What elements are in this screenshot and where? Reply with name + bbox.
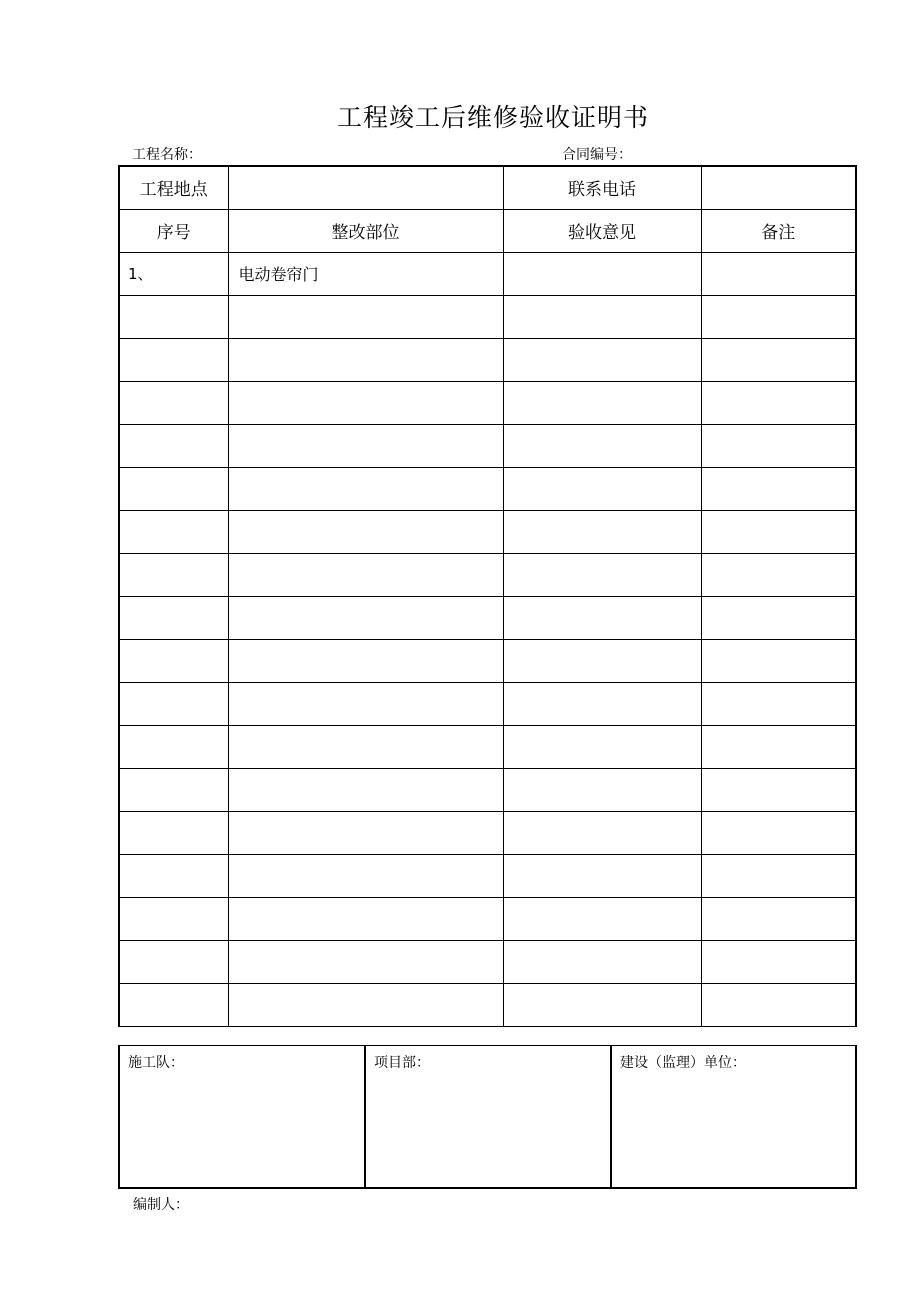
row-opinion-cell[interactable] bbox=[503, 811, 701, 854]
row-note-cell[interactable] bbox=[701, 725, 856, 768]
row-part-cell[interactable] bbox=[228, 725, 503, 768]
table-row bbox=[119, 768, 856, 811]
table-row bbox=[119, 940, 856, 983]
row-number-cell[interactable] bbox=[119, 596, 228, 639]
row-opinion-cell[interactable] bbox=[503, 682, 701, 725]
row-note-cell[interactable] bbox=[701, 854, 856, 897]
header-no: 序号 bbox=[119, 209, 228, 252]
table-row bbox=[119, 295, 856, 338]
table-row bbox=[119, 510, 856, 553]
header-note: 备注 bbox=[701, 209, 856, 252]
table-row bbox=[119, 682, 856, 725]
row-note-cell[interactable] bbox=[701, 682, 856, 725]
row-part-cell[interactable] bbox=[228, 295, 503, 338]
owner-supervisor-sign[interactable]: 建设（监理）单位： bbox=[611, 1046, 856, 1189]
row-part-cell[interactable] bbox=[228, 897, 503, 940]
row-part-cell[interactable]: 电动卷帘门 bbox=[228, 252, 503, 295]
row-opinion-cell[interactable] bbox=[503, 854, 701, 897]
row-note-cell[interactable] bbox=[701, 596, 856, 639]
row-note-cell[interactable] bbox=[701, 338, 856, 381]
row-opinion-cell[interactable] bbox=[503, 897, 701, 940]
row-note-cell[interactable] bbox=[701, 811, 856, 854]
row-number-cell[interactable] bbox=[119, 854, 228, 897]
row-part-cell[interactable] bbox=[228, 553, 503, 596]
row-note-cell[interactable] bbox=[701, 252, 856, 295]
project-dept-sign[interactable]: 项目部： bbox=[365, 1046, 611, 1189]
location-field[interactable] bbox=[228, 166, 503, 209]
row-note-cell[interactable] bbox=[701, 768, 856, 811]
row-number-cell[interactable] bbox=[119, 639, 228, 682]
row-opinion-cell[interactable] bbox=[503, 295, 701, 338]
table-row bbox=[119, 252, 856, 295]
construction-team-sign[interactable]: 施工队： bbox=[119, 1046, 365, 1189]
row-opinion-cell[interactable] bbox=[503, 940, 701, 983]
row-opinion-cell[interactable] bbox=[503, 725, 701, 768]
table-row bbox=[119, 983, 856, 1026]
table-row bbox=[119, 596, 856, 639]
table-row bbox=[119, 639, 856, 682]
row-number-cell[interactable]: 1、 bbox=[119, 252, 228, 295]
row-opinion-cell[interactable] bbox=[503, 768, 701, 811]
table-row bbox=[119, 725, 856, 768]
compiler-label: 编制人： bbox=[133, 1197, 189, 1213]
row-part-cell[interactable] bbox=[228, 381, 503, 424]
row-number-cell[interactable] bbox=[119, 553, 228, 596]
row-note-cell[interactable] bbox=[701, 553, 856, 596]
row-part-cell[interactable] bbox=[228, 467, 503, 510]
row-number-cell[interactable] bbox=[119, 510, 228, 553]
row-opinion-cell[interactable] bbox=[503, 596, 701, 639]
table-row bbox=[119, 338, 856, 381]
phone-field[interactable] bbox=[701, 166, 856, 209]
row-number-cell[interactable] bbox=[119, 424, 228, 467]
row-number-cell[interactable] bbox=[119, 295, 228, 338]
row-part-cell[interactable] bbox=[228, 854, 503, 897]
row-number-cell[interactable] bbox=[119, 682, 228, 725]
row-number-cell[interactable] bbox=[119, 768, 228, 811]
row-note-cell[interactable] bbox=[701, 639, 856, 682]
row-opinion-cell[interactable] bbox=[503, 381, 701, 424]
table-row bbox=[119, 381, 856, 424]
row-opinion-cell[interactable] bbox=[503, 639, 701, 682]
table-row bbox=[119, 467, 856, 510]
contract-number-label: 合同编号： bbox=[562, 147, 632, 163]
row-part-cell[interactable] bbox=[228, 682, 503, 725]
row-part-cell[interactable] bbox=[228, 424, 503, 467]
acceptance-table bbox=[118, 165, 857, 1027]
row-part-cell[interactable] bbox=[228, 983, 503, 1026]
row-part-cell[interactable] bbox=[228, 940, 503, 983]
row-part-cell[interactable] bbox=[228, 510, 503, 553]
table-row bbox=[119, 424, 856, 467]
table-row bbox=[119, 811, 856, 854]
row-note-cell[interactable] bbox=[701, 381, 856, 424]
row-opinion-cell[interactable] bbox=[503, 467, 701, 510]
location-label: 工程地点 bbox=[119, 166, 228, 209]
row-note-cell[interactable] bbox=[701, 940, 856, 983]
row-note-cell[interactable] bbox=[701, 510, 856, 553]
row-opinion-cell[interactable] bbox=[503, 983, 701, 1026]
row-opinion-cell[interactable] bbox=[503, 338, 701, 381]
row-part-cell[interactable] bbox=[228, 596, 503, 639]
row-note-cell[interactable] bbox=[701, 467, 856, 510]
row-part-cell[interactable] bbox=[228, 639, 503, 682]
row-number-cell[interactable] bbox=[119, 381, 228, 424]
row-number-cell[interactable] bbox=[119, 983, 228, 1026]
row-note-cell[interactable] bbox=[701, 897, 856, 940]
header-opinion: 验收意见 bbox=[503, 209, 701, 252]
row-number-cell[interactable] bbox=[119, 338, 228, 381]
project-name-label: 工程名称： bbox=[132, 147, 202, 163]
header-row bbox=[119, 209, 856, 252]
row-note-cell[interactable] bbox=[701, 424, 856, 467]
table-row bbox=[119, 553, 856, 596]
location-row bbox=[119, 166, 856, 209]
row-number-cell[interactable] bbox=[119, 897, 228, 940]
row-number-cell[interactable] bbox=[119, 467, 228, 510]
row-opinion-cell[interactable] bbox=[503, 510, 701, 553]
row-number-cell[interactable] bbox=[119, 940, 228, 983]
row-note-cell[interactable] bbox=[701, 295, 856, 338]
row-opinion-cell[interactable] bbox=[503, 424, 701, 467]
phone-label: 联系电话 bbox=[503, 166, 701, 209]
row-note-cell[interactable] bbox=[701, 983, 856, 1026]
row-part-cell[interactable] bbox=[228, 338, 503, 381]
row-number-cell[interactable] bbox=[119, 725, 228, 768]
signature-table bbox=[118, 1045, 857, 1189]
table-row bbox=[119, 897, 856, 940]
header-part: 整改部位 bbox=[228, 209, 503, 252]
row-number-cell[interactable] bbox=[119, 811, 228, 854]
row-opinion-cell[interactable] bbox=[503, 252, 701, 295]
row-part-cell[interactable] bbox=[228, 811, 503, 854]
row-part-cell[interactable] bbox=[228, 768, 503, 811]
table-row bbox=[119, 854, 856, 897]
document-title: 工程竣工后维修验收证明书 bbox=[336, 103, 649, 132]
row-opinion-cell[interactable] bbox=[503, 553, 701, 596]
